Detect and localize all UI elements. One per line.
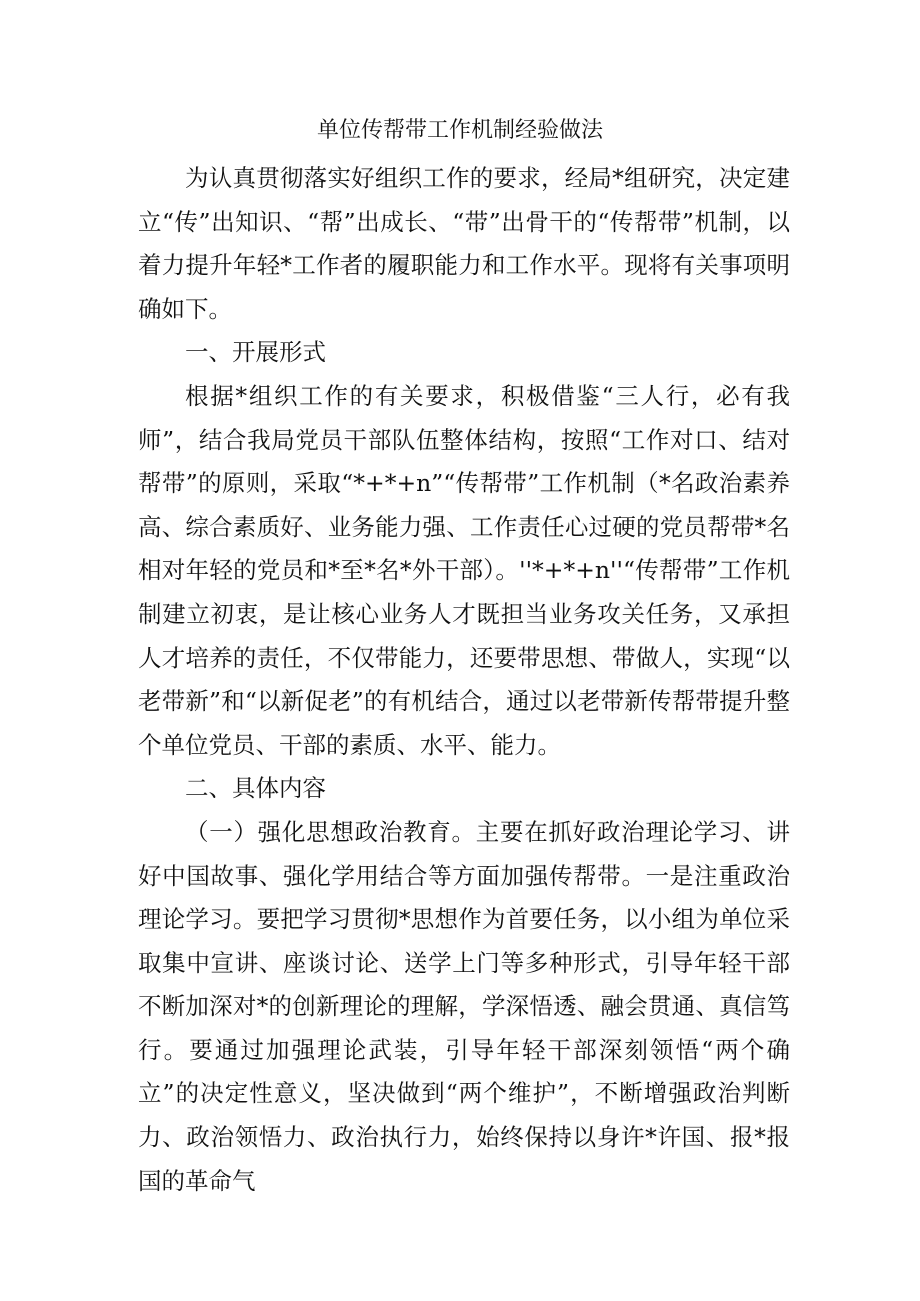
section-2-paragraph: （一）强化思想政治教育。主要在抓好政治理论学习、讲好中国故事、强化学用结合等方面加强传帮带。一是注重政治理论学习。要把学习贯彻*思想作为首要任务，以小组为单位采取集中宣讲、座谈讨论、送学上门等多种形式，引导年轻干部不断加深对*的创新理论的理解，学深悟透、融会贯通、真信笃行。要通过加强理论武装，引导年轻干部深刻领悟“两个确立”的决定性意义，坚决做到“两个维护”，不断增强政治判断力、政治领悟力、政治执行力，始终保持以身许*许国、报*报国的革命气 (138, 817, 790, 1195)
section-1-paragraph: 根据*组织工作的有关要求，积极借鉴“三人行，必有我师”，结合我局党员干部队伍整体结构，按照“工作对口、结对帮带”的原则，采取“*+*+n”“传帮带”工作机制（*名政治素养高、综合素质好、业务能力强、工作责任心过硬的党员帮带*名相对年轻的党员和*至*名*外干部）。''*+*+n''“传帮带”工作机制建立初衷，是让核心业务人才既担当业务攻关任务，又承担人才培养的责任，不仅带能力，还要带思想、带做人，实现“以老带新”和“以新促老”的有机结合，通过以老带新传帮带提升整个单位党员、干部的素质、水平、能力。 (138, 381, 790, 759)
document-body (138, 157, 790, 1203)
section-heading-2: 二、具体内容 (185, 774, 326, 803)
section-heading-1: 一、开展形式 (185, 338, 326, 367)
intro-paragraph: 为认真贯彻落实好组织工作的要求，经局*组研究，决定建立“传”出知识、“帮”出成长、“带”出骨干的“传帮带”机制，以着力提升年轻*工作者的履职能力和工作水平。现将有关事项明确如下。 (138, 164, 790, 323)
document-title: 单位传帮带工作机制经验做法 (316, 118, 603, 143)
